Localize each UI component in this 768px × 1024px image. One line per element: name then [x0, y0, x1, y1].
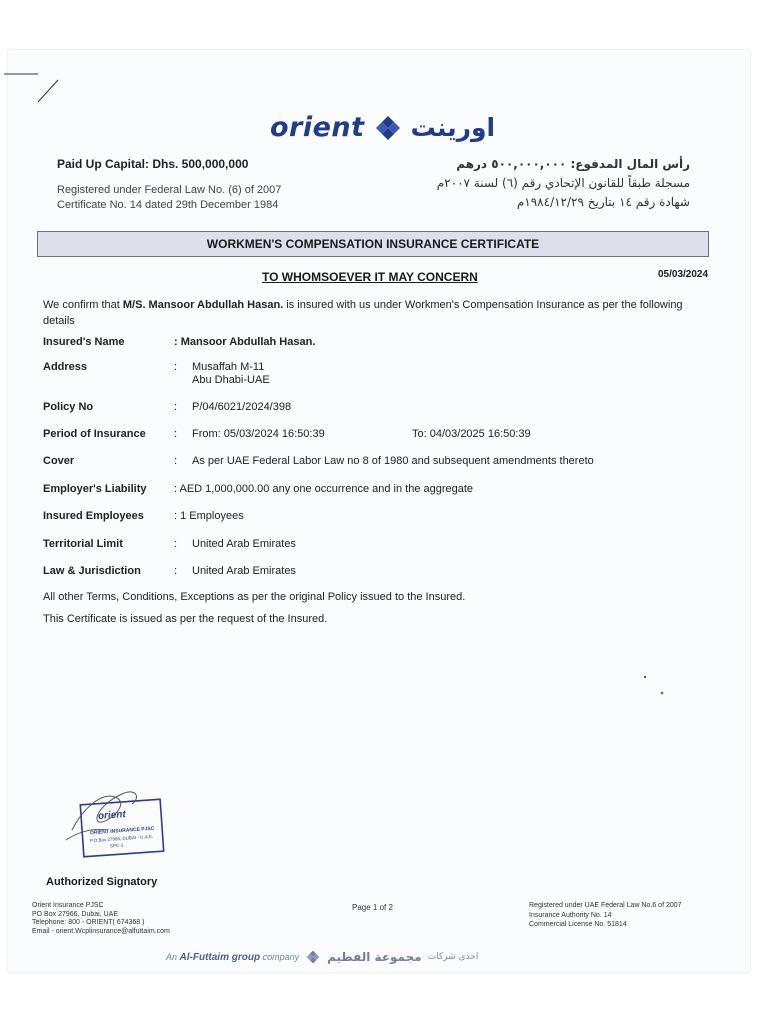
group-ar-name: مجموعة الفطيم	[327, 950, 422, 964]
ar-capital: رأس المال المدفوع: ٥٠٠,٠٠٠,٠٠٠ درهم	[456, 157, 690, 171]
group-prefix: An	[166, 951, 178, 962]
territorial-colon: :	[174, 538, 178, 550]
footer-company: Orient Insurance PJSC	[32, 902, 104, 909]
cover-label: Cover	[43, 455, 75, 467]
policy-value: P/04/6021/2024/398	[192, 401, 292, 413]
footer-email: Email - orient.Wcplinsurance@alfuttaim.com	[32, 927, 170, 935]
period-colon: :	[174, 428, 178, 440]
group-name: Al-Futtaim group	[179, 951, 261, 963]
territorial-value: United Arab Emirates	[192, 538, 296, 550]
address-line2: Abu Dhabi-UAE	[192, 374, 270, 386]
alfuttaim-emblem-icon	[305, 950, 321, 964]
certificate-date: 05/03/2024	[658, 269, 709, 280]
paper-speck	[640, 668, 670, 700]
stamp-code: SPC-1	[109, 842, 124, 849]
certificate-line: Certificate No. 14 dated 29th December 1984	[57, 199, 279, 211]
footer-telephone: Telephone: 800 - ORIENT( 674368 )	[32, 919, 145, 927]
law-label: Law & Jurisdiction	[43, 565, 141, 577]
group-ar-prefix: احدى شركات	[427, 952, 479, 962]
footer-commercial: Commercial License No. 51814	[529, 921, 627, 928]
group-company-line	[166, 950, 478, 964]
detail-row-period	[43, 428, 531, 441]
law-value: United Arab Emirates	[192, 565, 296, 577]
period-label: Period of Insurance	[43, 428, 146, 440]
intro-insured: M/S. Mansoor Abdullah Hasan.	[122, 299, 284, 311]
authorized-signatory: Authorized Signatory	[46, 876, 158, 888]
logo-text-ar: اورينت	[410, 113, 496, 142]
stamp-address: P.O.Box 27966, DUBAI - U.A.E.	[89, 833, 154, 844]
period-to: To: 04/03/2025 16:50:39	[412, 428, 531, 440]
employees-value: : 1 Employees	[174, 510, 244, 522]
footer-authority: Insurance Authority No. 14	[529, 911, 612, 919]
detail-row-territorial	[43, 538, 296, 551]
ar-certificate: شهادة رقم ١٤ بتاريخ ١٩٨٤/١٢/٢٩م	[516, 195, 690, 209]
detail-row-policy	[43, 401, 291, 414]
registered-line: Registered under Federal Law No. (6) of 2007	[57, 184, 282, 196]
certificate-title: WORKMEN'S COMPENSATION INSURANCE CERTIFICATE	[37, 231, 709, 257]
company-stamp	[62, 780, 166, 860]
paid-up-capital: Paid Up Capital: Dhs. 500,000,000	[57, 157, 249, 171]
registration-info	[57, 183, 281, 213]
detail-row-liability	[43, 483, 473, 496]
policy-colon: :	[174, 401, 178, 413]
logo-text-en: orient	[270, 112, 365, 143]
detail-row-insured-name	[43, 336, 315, 349]
footer-po-box: PO Box 27966, Dubai, UAE	[32, 910, 118, 918]
liability-value: : AED 1,000,000.00 any one occurrence and in the aggregate	[174, 483, 474, 495]
orient-emblem-icon	[373, 115, 403, 141]
period-value	[192, 428, 531, 441]
group-suffix: company	[262, 951, 300, 962]
detail-row-law	[43, 565, 296, 578]
issued-text: This Certificate is issued as per the request of the Insured.	[43, 613, 328, 625]
intro-paragraph	[43, 297, 703, 329]
cover-colon: :	[174, 455, 178, 467]
insured-name-value: : Mansoor Abdullah Hasan.	[174, 336, 316, 348]
cover-value: As per UAE Federal Labor Law no 8 of 1980 and subsequent amendments thereto	[192, 455, 594, 467]
ar-registered: مسجلة طبقاً للقانون الإتحادي رقم (٦) لسنة ٢٠٠٧م	[436, 176, 690, 190]
detail-row-cover	[43, 455, 594, 468]
detail-row-employees	[43, 510, 244, 523]
arabic-header	[437, 155, 690, 212]
page-number: Page 1 of 2	[352, 903, 393, 912]
address-value	[192, 361, 270, 387]
company-logo	[270, 112, 495, 143]
address-label: Address	[43, 361, 88, 373]
territorial-label: Territorial Limit	[43, 538, 123, 550]
employees-label: Insured Employees	[43, 510, 144, 522]
to-whom-heading: TO WHOMSOEVER IT MAY CONCERN	[262, 270, 478, 284]
footer-registration	[529, 901, 682, 930]
stamp-brand: orient	[97, 809, 127, 822]
address-colon: :	[174, 361, 178, 373]
footer-reg-law: Registered under UAE Federal Law No.6 of 2007	[529, 902, 682, 909]
group-en	[166, 952, 299, 963]
liability-label: Employer's Liability	[43, 483, 147, 495]
detail-row-address	[43, 361, 270, 387]
stamp-company: ORIENT INSURANCE PJSC	[89, 825, 155, 837]
law-colon: :	[174, 565, 178, 577]
policy-label: Policy No	[43, 401, 94, 413]
address-line1: Musaffah M-11	[192, 361, 265, 373]
terms-text: All other Terms, Conditions, Exceptions as per the original Policy issued to the Insured.	[43, 591, 466, 603]
insured-name-label: Insured's Name	[43, 336, 125, 348]
intro-suffix: is insured with us under Workmen's Compensation Insurance as per the following details	[43, 299, 683, 327]
period-from: From: 05/03/2024 16:50:39	[192, 428, 325, 440]
intro-prefix: We confirm that	[43, 299, 123, 311]
margin-mark	[0, 60, 80, 110]
footer-contact	[32, 902, 170, 936]
